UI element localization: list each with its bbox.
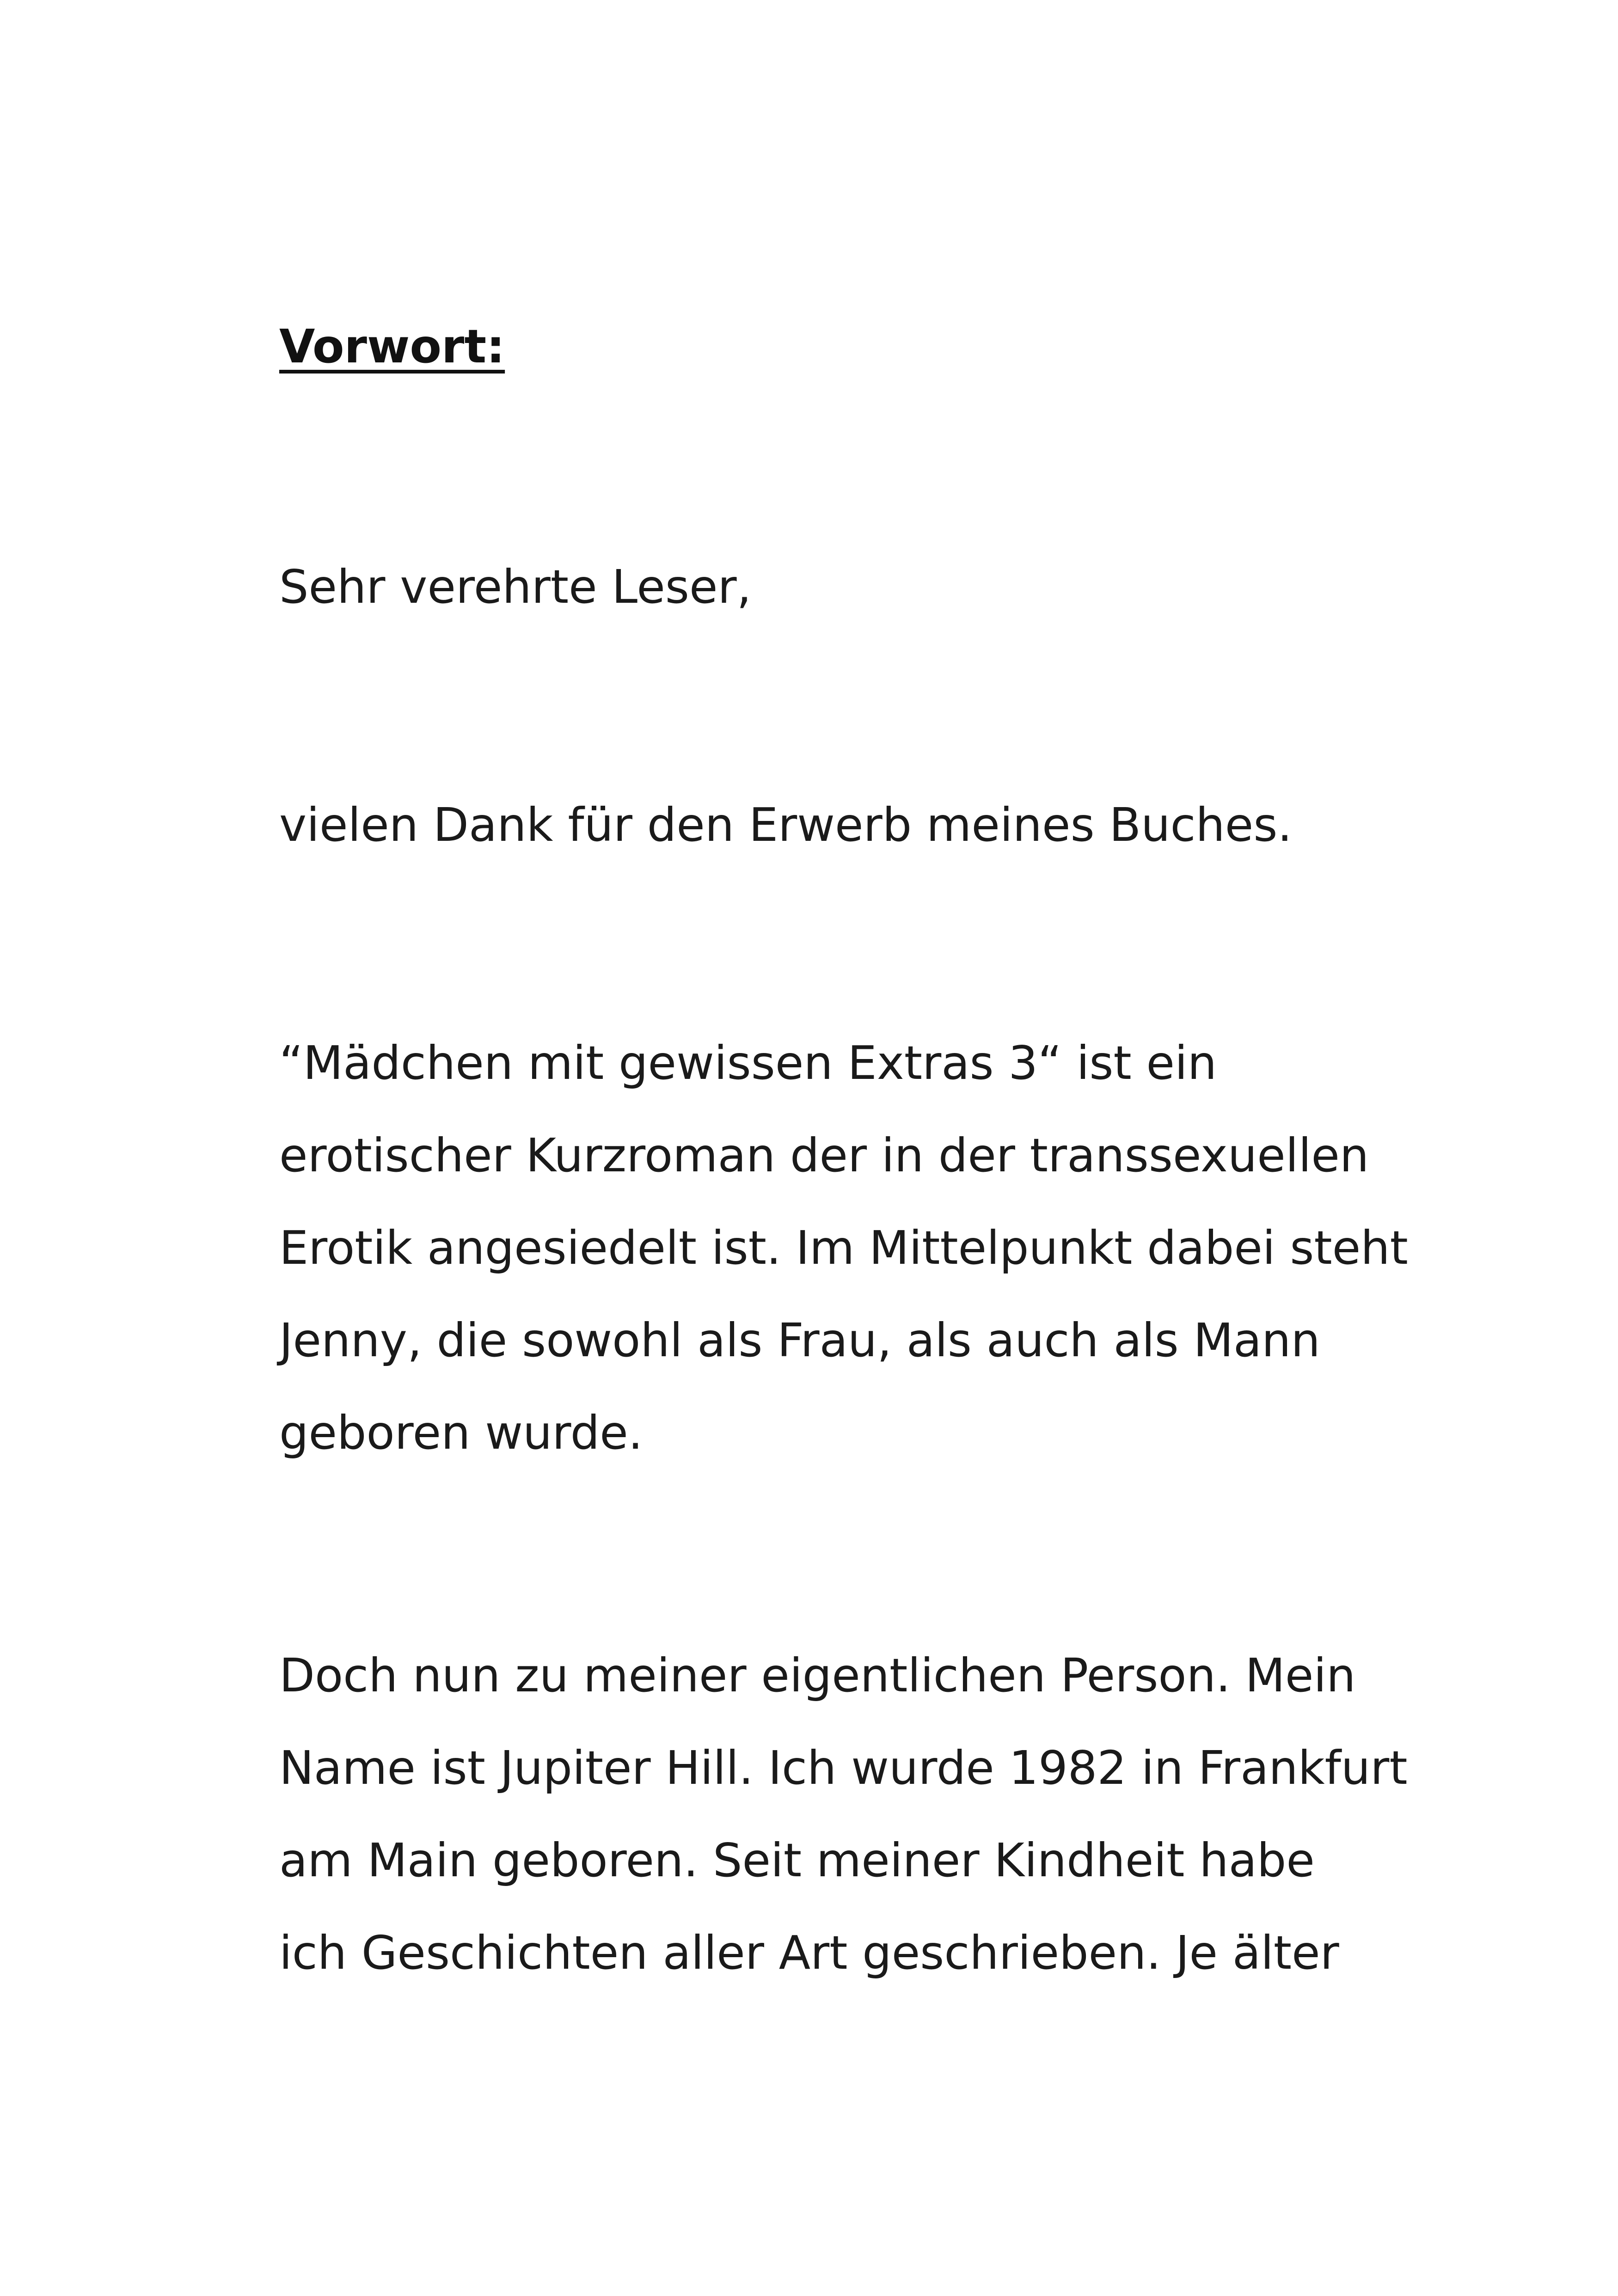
paragraph-line: am Main geboren. Seit meiner Kindheit habe [279, 1833, 1315, 1887]
paragraph-line: geboren wurde. [279, 1406, 643, 1460]
paragraph-line: Doch nun zu meiner eigentlichen Person. Mein [279, 1648, 1356, 1702]
paragraph-line: Jenny, die sowohl als Frau, als auch als Mann [279, 1313, 1320, 1367]
paragraph-line: Erotik angesiedelt ist. Im Mittelpunkt dabei steht [279, 1221, 1408, 1275]
paragraph-line: ich Geschichten aller Art geschrieben. Je älter [279, 1926, 1339, 1980]
thanks-line: vielen Dank für den Erwerb meines Buches. [279, 798, 1293, 852]
salutation-line: Sehr verehrte Leser, [279, 560, 752, 614]
paragraph-line: Name ist Jupiter Hill. Ich wurde 1982 in Frankfurt [279, 1741, 1408, 1795]
paragraph-line: erotischer Kurzroman der in der transsexuellen [279, 1128, 1369, 1182]
preface-heading: Vorwort: [279, 319, 505, 373]
paragraph-line: “Mädchen mit gewissen Extras 3“ ist ein [279, 1036, 1217, 1090]
